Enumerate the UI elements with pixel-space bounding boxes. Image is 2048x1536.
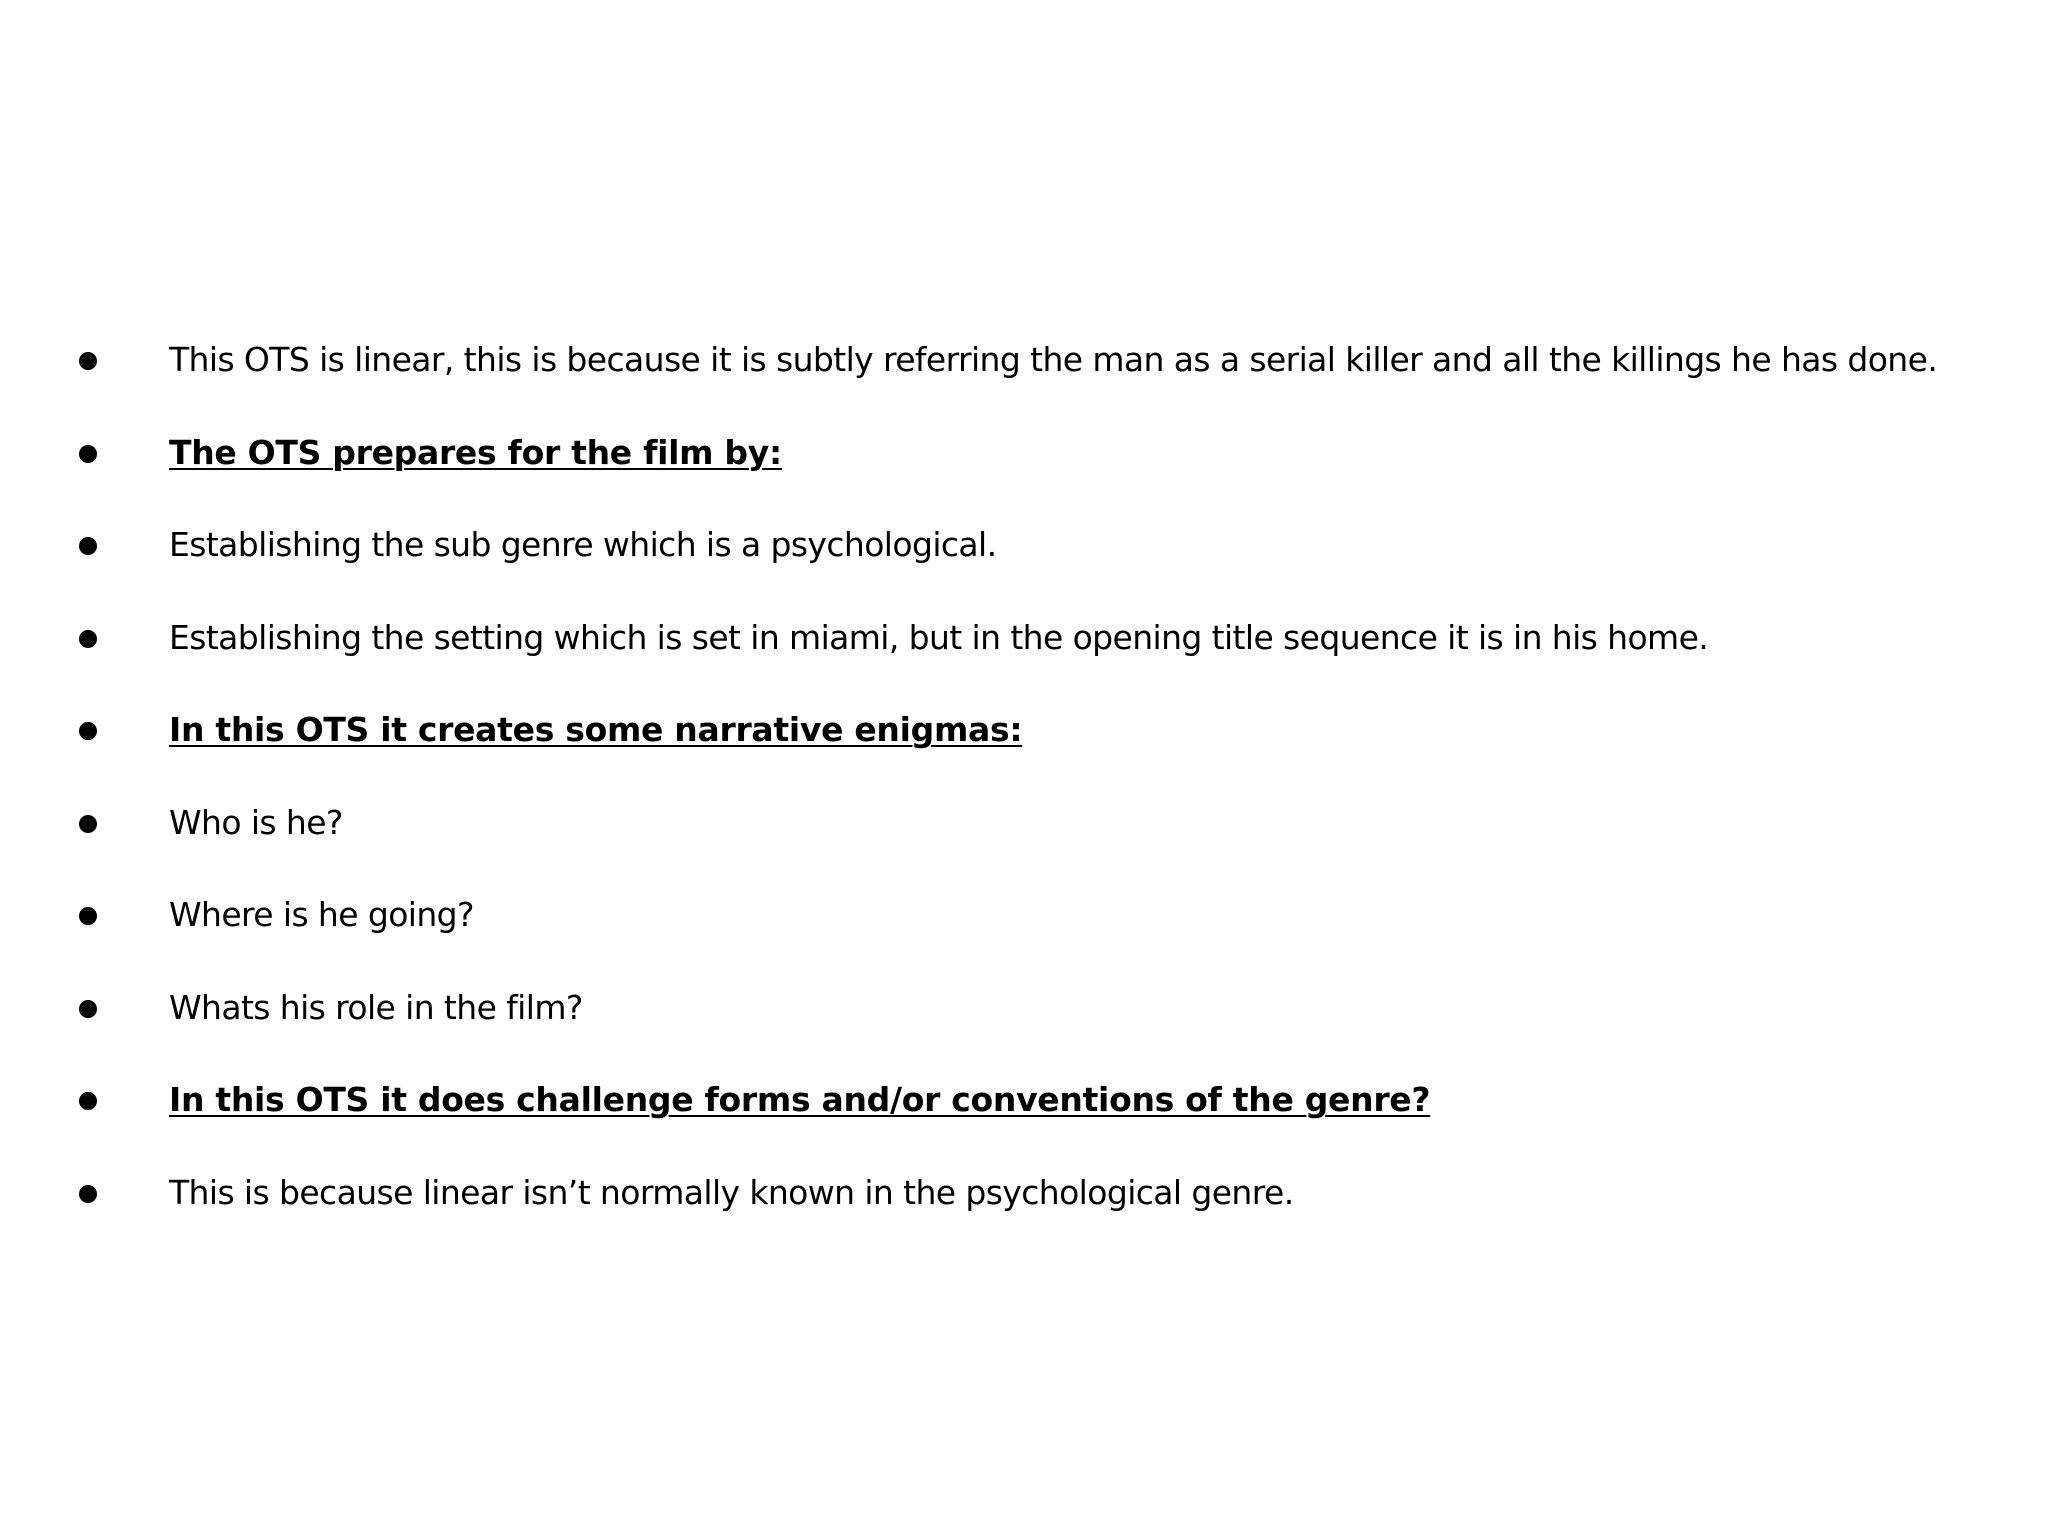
bullet-heading: The OTS prepares for the film by: [169,432,782,472]
bullet-heading: In this OTS it does challenge forms and/or conventions of the genre? [169,1080,1431,1119]
bullet-text: Where is he going? [169,895,474,934]
bullet-text: Whats his role in the film? [169,987,583,1027]
bullet-text: Establishing the sub genre which is a psychological. [169,525,997,564]
bullet-dot-icon [79,907,97,925]
bullet-item-role [0,980,2048,1073]
bullet-dot-icon [79,815,97,833]
bullet-dot-icon [79,445,97,463]
bullet-text: Establishing the setting which is set in miami, but in the opening title sequence it is in his home. [169,617,1709,657]
bullet-dot-icon [79,537,97,555]
bullet-dot-icon [79,722,97,740]
bullet-text: Who is he? [169,802,343,842]
bullet-item-linear [0,332,2048,425]
bullet-dot-icon [79,352,97,370]
bullet-item-where [0,887,2048,980]
bullet-item-prepares-heading [0,425,2048,518]
bullet-dot-icon [79,1092,97,1110]
bullet-heading: In this OTS it creates some narrative enigmas: [169,710,1023,749]
bullet-item-because [0,1165,2048,1258]
bullet-dot-icon [79,630,97,648]
bullet-item-challenge-heading [0,1072,2048,1165]
bullet-item-who [0,795,2048,888]
bullet-dot-icon [79,1000,97,1018]
bullet-item-setting [0,610,2048,703]
bullet-text: This is because linear isn’t normally known in the psychological genre. [169,1172,1294,1212]
bullet-dot-icon [79,1185,97,1203]
bullet-list [0,332,2048,1257]
bullet-text: This OTS is linear, this is because it is subtly referring the man as a serial killer and all the killings he has done. [169,340,1938,379]
bullet-item-sub-genre [0,517,2048,610]
bullet-item-enigmas-heading [0,702,2048,795]
